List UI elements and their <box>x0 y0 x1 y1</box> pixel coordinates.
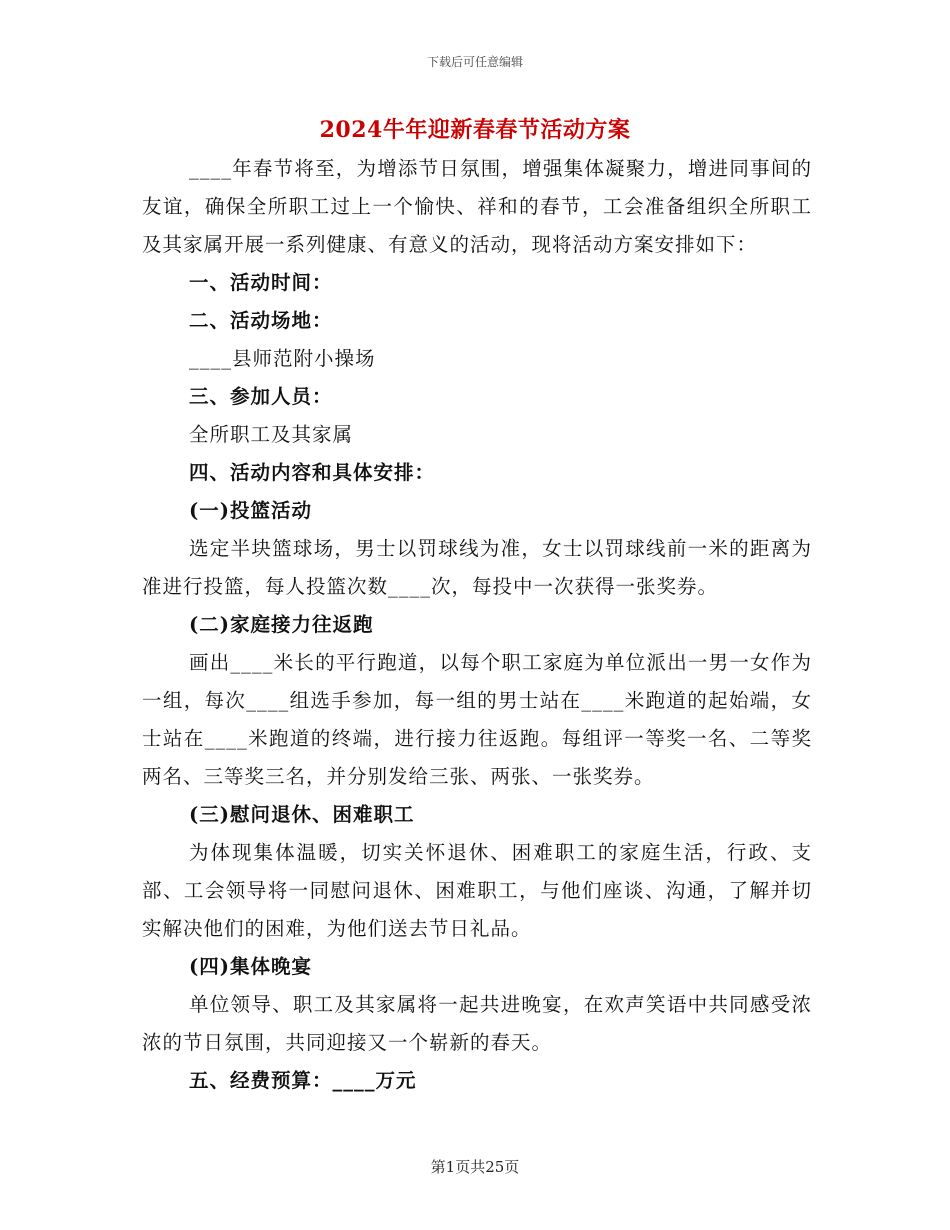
header-note: 下载后可任意编辑 <box>426 55 523 69</box>
activity-relay-text: 画出____米长的平行跑道，以每个职工家庭为单位派出一男一女作为一组，每次____组选手参加，每一组的男士站在____米跑道的起始端，女士站在____米跑道的终端，进行接力往返跑。每组评一等奖一名、二等奖两名、三等奖三名，并分别发给三张、两张、一张奖券。 <box>142 651 812 788</box>
section-budget-heading: 五、经费预算：____万元 <box>189 1069 417 1092</box>
section-participants-value: 全所职工及其家属 <box>189 423 354 446</box>
activity-dinner-text: 单位领导、职工及其家属将一起共进晚宴，在欢声笑语中共同感受浓浓的节日氛围，共同迎接又一个崭新的春天。 <box>142 993 812 1054</box>
activity-relay-heading: (二)家庭接力往返跑 <box>189 613 374 636</box>
section-content-heading: 四、活动内容和具体安排： <box>189 461 436 484</box>
section-participants-heading: 三、参加人员： <box>189 385 333 408</box>
activity-visit-heading: (三)慰问退休、困难职工 <box>189 803 415 826</box>
section-venue-value: ____县师范附小操场 <box>189 347 376 370</box>
document-title: 2024牛年迎新春春节活动方案 <box>319 117 631 143</box>
activity-visit-text: 为体现集体温暖，切实关怀退休、困难职工的家庭生活，行政、支部、工会领导将一同慰问退休、困难职工，与他们座谈、沟通，了解并切实解决他们的困难，为他们送去节日礼品。 <box>142 841 812 940</box>
section-time-heading: 一、活动时间： <box>189 271 333 294</box>
intro-paragraph: ____年春节将至，为增添节日氛围，增强集体凝聚力，增进同事间的友谊，确保全所职工过上一个愉快、祥和的春节，工会准备组织全所职工及其家属开展一系列健康、有意义的活动，现将活动方案安排如下： <box>142 157 812 256</box>
document-body <box>142 150 812 1100</box>
activity-basketball-text: 选定半块篮球场，男士以罚球线为准，女士以罚球线前一米的距离为准进行投篮，每人投篮次数____次，每投中一次获得一张奖券。 <box>142 537 812 598</box>
section-venue-heading: 二、活动场地： <box>189 309 333 332</box>
page-indicator: 第1页共25页 <box>430 1158 520 1176</box>
activity-basketball-heading: (一)投篮活动 <box>189 499 312 522</box>
activity-dinner-heading: (四)集体晚宴 <box>189 955 312 978</box>
